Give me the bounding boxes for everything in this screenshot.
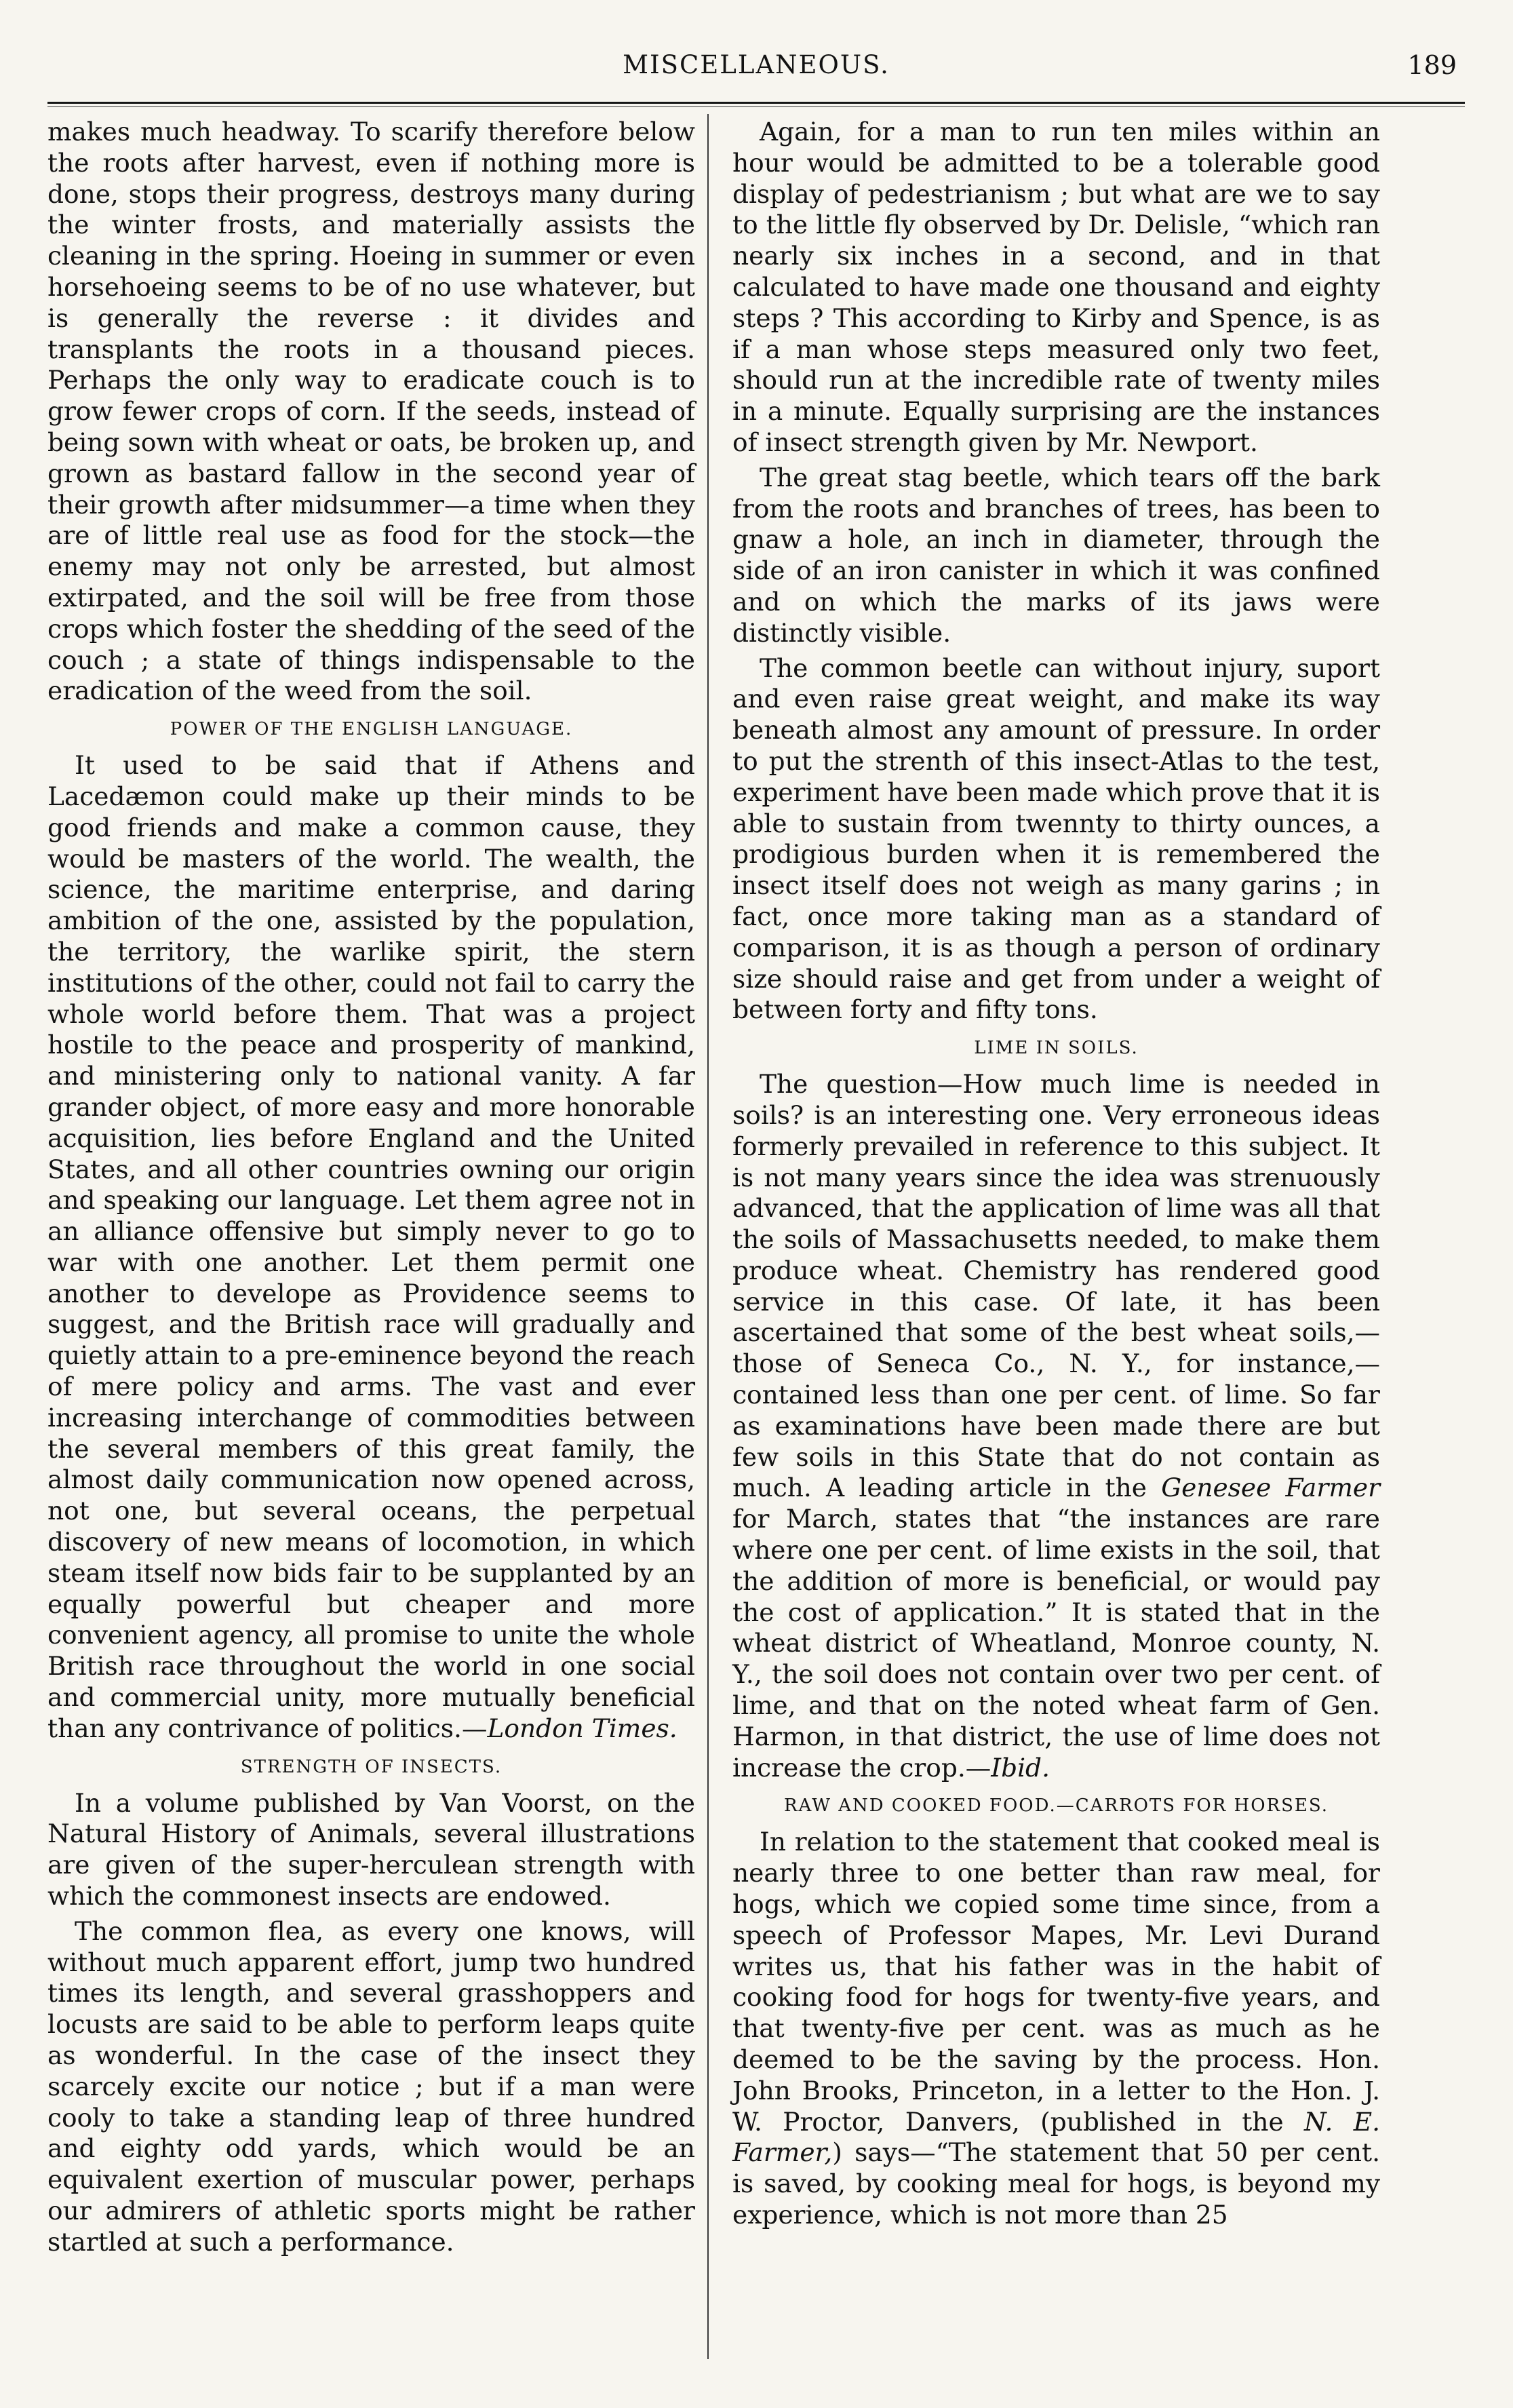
english-language-paragraph — [47, 750, 695, 1745]
running-head — [47, 50, 1465, 98]
lime-text-1: The question—How much lime is needed in soils? is an interesting one. Very erroneous ideas formerly prevailed in reference to this subject. It is not many years since the idea was strenuously advanced, that the application of lime was all that the soils of Massachusetts needed, to make them produce wheat. Chemistry has rendered good service in this case. Of late, it has been ascertained that some of the best wheat soils,—those of Seneca Co., N. Y., for instance,—contained less than one per cent. of lime. So far as examinations have been made there are but few soils in this State that do not contain as much. A leading article in the — [732, 1069, 1380, 1503]
header-rule — [47, 102, 1465, 104]
column-divider — [707, 114, 709, 2359]
heading-lime-in-soils: LIME IN SOILS. — [974, 1038, 1139, 1059]
insects-paragraph-5: The common beetle can without injury, suport and even raise great weight, and make its way beneath almost any amount of pressure. In order to put the strenth of this insect-Atlas to the test, experiment have been made which prove that it is able to sustain from twennty to thirty ounces, a prodigious burden when it is remembered the insect itself does not weigh as many garins ; in fact, once more taking man as a standard of comparison, it is as though a person of ordinary size should raise and get from under a weight of between forty and fifty tons. — [732, 653, 1380, 1025]
header-rule-thin — [47, 106, 1465, 107]
english-language-text: It used to be said that if Athens and Lacedæmon could make up their minds to be good friends and make a common cause, they would be masters of the world. The wealth, the science, the maritime enterprise, and daring ambition of the one, assisted by the population, the territory, the warlike spirit, the stern institutions of the other, could not fail to carry the whole world before them. That was a project hostile to the peace and prosperity of mankind, and ministering only to national vanity. A far grander object, of more easy and more honorable acquisition, lies before England and the United States, and all other countries owning our origin and speaking our language. Let them agree not in an alliance offensive but simply never to go to war with one another. Let them permit one another to develope as Providence seems to suggest, and the British race will gradually and quietly attain to a pre-eminence beyond the reach of mere policy and arms. The vast and ever increasing interchange of commodities between the several members of this great family, the almost daily communication now opened across, not one, but several oceans, the perpetual discovery of new means of locomotion, in which steam itself now bids fair to be supplanted by an equally powerful but cheaper and more convenient agency, all promise to unite the whole British race throughout the world in one social and commercial unity, more mutually beneficial than any contrivance of politics.— — [47, 750, 695, 1743]
left-column — [47, 117, 695, 2361]
lime-source: Ibid. — [991, 1752, 1050, 1783]
raw-food-paragraph — [732, 1827, 1380, 2230]
page-number: 189 — [1407, 50, 1457, 80]
right-column — [732, 117, 1380, 2361]
raw-food-text-1: In relation to the statement that cooked meal is nearly three to one better than raw meal, for hogs, which we copied some time since, from a speech of Professor Mapes, Mr. Levi Durand writes us, that his father was in the habit of cooking food for hogs for twenty-five years, and that twenty-five per cent. was as much as he deemed to be the saving by the process. Hon. John Brooks, Princeton, in a letter to the Hon. J. W. Proctor, Danvers, (published in the — [732, 1827, 1380, 2137]
insects-paragraph-3: Again, for a man to run ten miles within an hour would be admitted to be a tolerable good display of pedestrianism ; but what are we to say to the little fly observed by Dr. Delisle, “which ran nearly six inches in a second, and in that calculated to have made one thousand and eighty steps ? This according to Kirby and Spence, is as if a man whose steps measured only two feet, should run at the incredible rate of twenty miles in a minute. Equally surprising are the instances of insect strength given by Mr. Newport. — [732, 117, 1380, 457]
insects-paragraph-4: The great stag beetle, which tears off the bark from the roots and branches of trees, has been to gnaw a hole, an inch in diameter, through the side of an iron canister in which it was confined and on which the marks of its jaws were distinctly visible. — [732, 462, 1380, 648]
raw-food-text-2: ) says—“The statement that 50 per cent. is saved, by cooking meal for hogs, is beyond my experience, which is not more than 25 — [732, 2137, 1380, 2230]
heading-strength-of-insects: STRENGTH OF INSECTS. — [240, 1756, 503, 1777]
heading-english-language: POWER OF THE ENGLISH LANGUAGE. — [170, 719, 573, 740]
english-language-source: London Times. — [487, 1713, 677, 1743]
section-title: MISCELLANEOUS. — [623, 50, 890, 79]
raw-food-publication-title: N. E. Farmer, — [732, 2106, 1380, 2168]
lime-publication-title: Genesee Farmer — [1161, 1473, 1380, 1503]
lime-text-2: for March, states that “the instances are rare where one per cent. of lime exists in the soil, that the addition of more is beneficial, or would pay the cost of application.” It is stated that in the wheat district of Wheatland, Monroe county, N. Y., the soil does not contain over two per cent. of lime, and that on the noted wheat farm of Gen. Harmon, in that district, the use of lime does not increase the crop.— — [732, 1504, 1380, 1783]
lime-paragraph — [732, 1069, 1380, 1783]
insects-paragraph-1: In a volume published by Van Voorst, on the Natural History of Animals, several illustrations are given of the super-herculean strength with which the commonest insects are endowed. — [47, 1787, 695, 1911]
couch-paragraph: makes much headway. To scarify therefore below the roots after harvest, even if nothing more is done, stops their progress, destroys many during the winter frosts, and materially assists the cleaning in the spring. Hoeing in summer or even horsehoeing seems to be of no use whatever, but is generally the reverse : it divides and transplants the roots in a thousand pieces. Perhaps the only way to eradicate couch is to grow fewer crops of corn. If the seeds, instead of being sown with wheat or oats, be broken up, and grown as bastard fallow in the second year of their growth after midsummer—a time when they are of little real use as food for the stock—the enemy may not only be arrested, but almost extirpated, and the soil will be free from those crops which foster the shedding of the seed of the couch ; a state of things indispensable to the eradication of the weed from the soil. — [47, 117, 695, 706]
heading-raw-and-cooked-food: RAW AND COOKED FOOD.—CARROTS FOR HORSES. — [783, 1795, 1329, 1817]
insects-paragraph-2: The common flea, as every one knows, will without much apparent effort, jump two hundred times its length, and several grasshoppers and locusts are said to be able to perform leaps quite as wonderful. In the case of the insect they scarcely excite our notice ; but if a man were cooly to take a standing leap of three hundred and eighty odd yards, which would be an equivalent exertion of muscular power, perhaps our admirers of athletic sports might be rather startled at such a performance. — [47, 1916, 695, 2257]
